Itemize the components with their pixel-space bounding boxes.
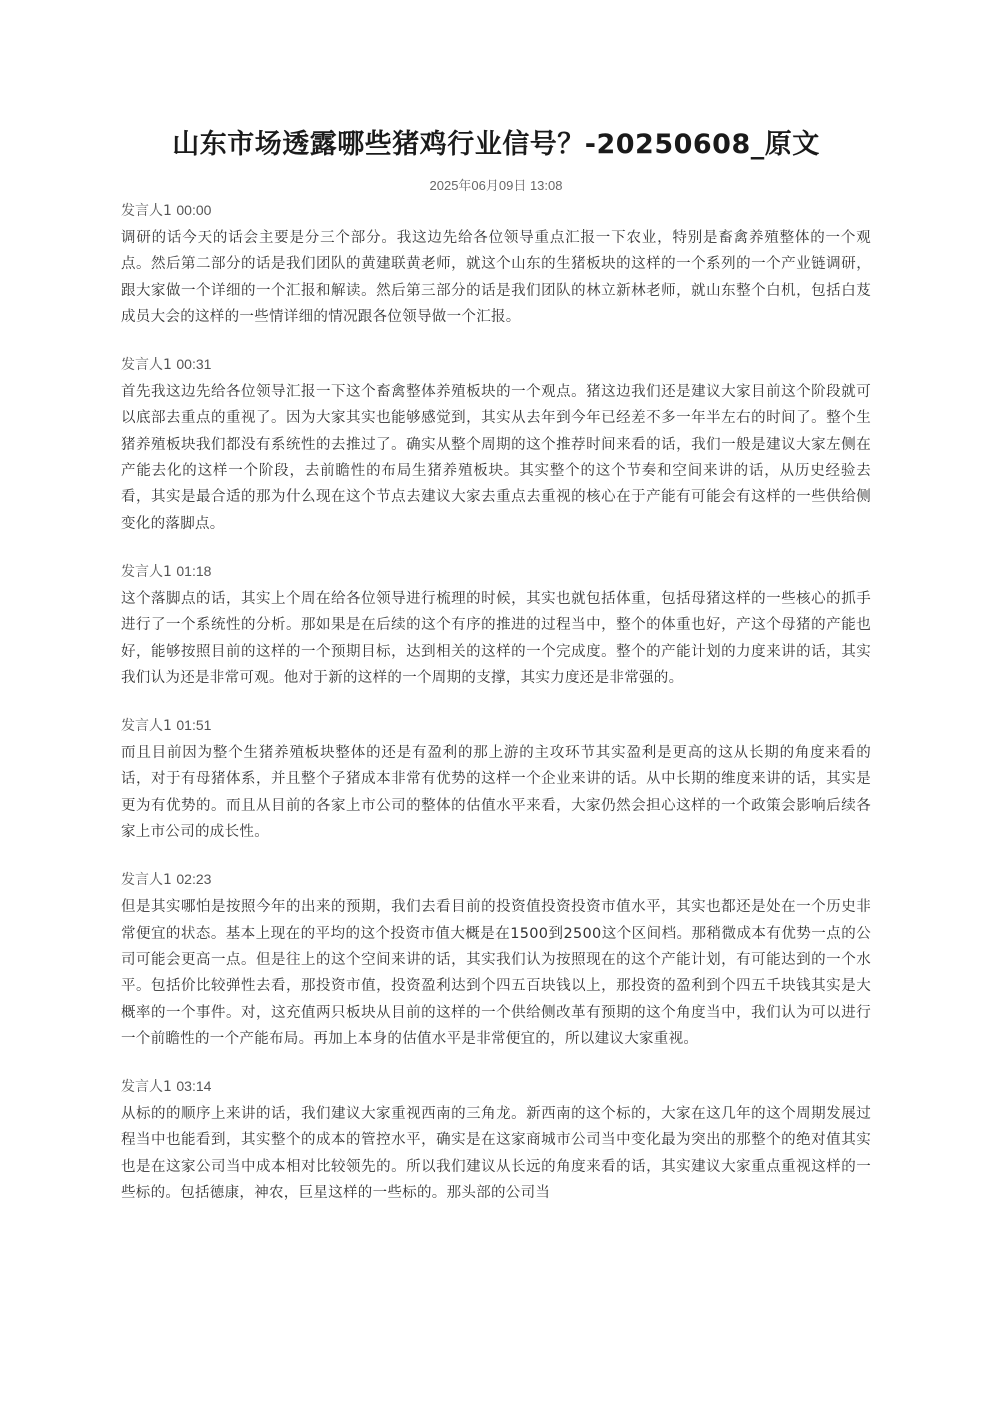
page-title: 山东市场透露哪些猪鸡行业信号？-20250608_原文 xyxy=(172,129,820,160)
speaker-name: 发言人1 xyxy=(121,203,172,219)
segment-text: 首先我这边先给各位领导汇报一下这个畜禽整体养殖板块的一个观点。猪这边我们还是建议大家目前这个阶段就可以底部去重点的重视了。因为大家其实也能够感觉到，其实从去年到今年已经差不多一年半左右的时间了。整个生猪养殖板块我们都没有系统性的去推过了。确实从整个周期的这个推荐时间来看的话，我们一般是建议大家左侧在产能去化的这样一个阶段，去前瞻性的布局生猪养殖板块。其实整个的这个节奏和空间来讲的话，从历史经验去看，其实是最合适的那为什么现在这个节点去建议大家去重点去重视的核心在于产能有可能会有这样的一些供给侧变化的落脚点。 xyxy=(121,384,871,532)
segment-text: 调研的话今天的话会主要是分三个部分。我这边先给各位领导重点汇报一下农业，特别是畜禽养殖整体的一个观点。然后第二部分的话是我们团队的黄建联黄老师，就这个山东的生猪板块的这样的一个系列的一个产业链调研，跟大家做一个详细的一个汇报和解读。然后第三部分的话是我们团队的林立新林老师，就山东整个白机，包括白芨成员大会的这样的一些情详细的情况跟各位领导做一个汇报。 xyxy=(121,230,871,325)
transcript-segment xyxy=(121,561,871,691)
segment-text: 这个落脚点的话，其实上个周在给各位领导进行梳理的时候，其实也就包括体重，包括母猪这样的一些核心的抓手进行了一个系统性的分析。那如果是在后续的这个有序的推进的过程当中，整个的体重也好，产这个母猪的产能也好，能够按照目前的这样的一个预期目标，达到相关的这样的一个完成度。整个的产能计划的力度来讲的话，其实我们认为还是非常可观。他对于新的这样的一个周期的支撑，其实力度还是非常强的。 xyxy=(121,590,871,686)
document-date: 2025年06月09日 13:08 xyxy=(429,178,563,193)
timestamp: 01:51 xyxy=(176,717,212,734)
segment-text: 而且目前因为整个生猪养殖板块整体的还是有盈利的那上游的主攻环节其实盈利是更高的这从长期的角度来看的话，对于有母猪体系，并且整个子猪成本非常有优势的这样一个企业来讲的话。从中长期的维度来讲的话，其实是更为有优势的。而且从目前的各家上市公司的整体的估值水平来看，大家仍然会担心这样的一个政策会影响后续各家上市公司的成长性。 xyxy=(121,745,871,841)
speaker-line xyxy=(121,715,871,736)
speaker-name: 发言人1 xyxy=(121,718,172,735)
transcript-segment xyxy=(121,200,871,330)
speaker-name: 发言人1 xyxy=(121,872,172,889)
transcript-segment xyxy=(121,1076,871,1206)
speaker-line xyxy=(121,869,871,890)
transcript-segment xyxy=(121,354,871,537)
timestamp: 02:23 xyxy=(176,871,212,888)
timestamp: 03:14 xyxy=(176,1078,212,1095)
speaker-name: 发言人1 xyxy=(121,357,172,374)
timestamp: 00:31 xyxy=(176,356,212,373)
timestamp: 01:18 xyxy=(176,562,212,579)
speaker-name: 发言人1 xyxy=(121,563,172,580)
speaker-line xyxy=(121,1076,871,1097)
transcript-body xyxy=(121,200,871,1230)
transcript-segment xyxy=(121,715,871,845)
timestamp: 00:00 xyxy=(176,202,212,218)
transcript-segment xyxy=(121,869,871,1052)
speaker-line xyxy=(121,354,871,375)
speaker-line xyxy=(121,561,871,582)
segment-text: 从标的的顺序上来讲的话，我们建议大家重视西南的三角龙。新西南的这个标的，大家在这几年的这个周期发展过程当中也能看到，其实整个的成本的管控水平，确实是在这家商城市公司当中变化最为突出的那整个的绝对值其实也是在这家公司当中成本相对比较领先的。所以我们建议从长远的角度来看的话，其实建议大家重点重视这样的一些标的。包括德康，神农，巨星这样的一些标的。那头部的公司当 xyxy=(121,1106,871,1202)
speaker-line xyxy=(121,200,871,221)
segment-text: 但是其实哪怕是按照今年的出来的预期，我们去看目前的投资值投资投资市值水平，其实也都还是处在一个历史非常便宜的状态。基本上现在的平均的这个投资市值大概是在1500到2500这个区间档。那稍微成本有优势一点的公司可能会更高一点。但是往上的这个空间来讲的话，其实我们认为按照现在的这个产能计划，有可能达到的一个水平。包括价比较弹性去看，那投资市值，投资盈利达到个四五百块钱以上，那投资的盈利到个四五千块钱其实是大概率的一个事件。对，这充值两只板块从目前的这样的一个供给侧改革有预期的这个角度当中，我们认为可以进行一个前瞻性的一个产能布局。再加上本身的估值水平是非常便宜的，所以建议大家重视。 xyxy=(121,899,871,1047)
speaker-name: 发言人1 xyxy=(121,1079,172,1096)
